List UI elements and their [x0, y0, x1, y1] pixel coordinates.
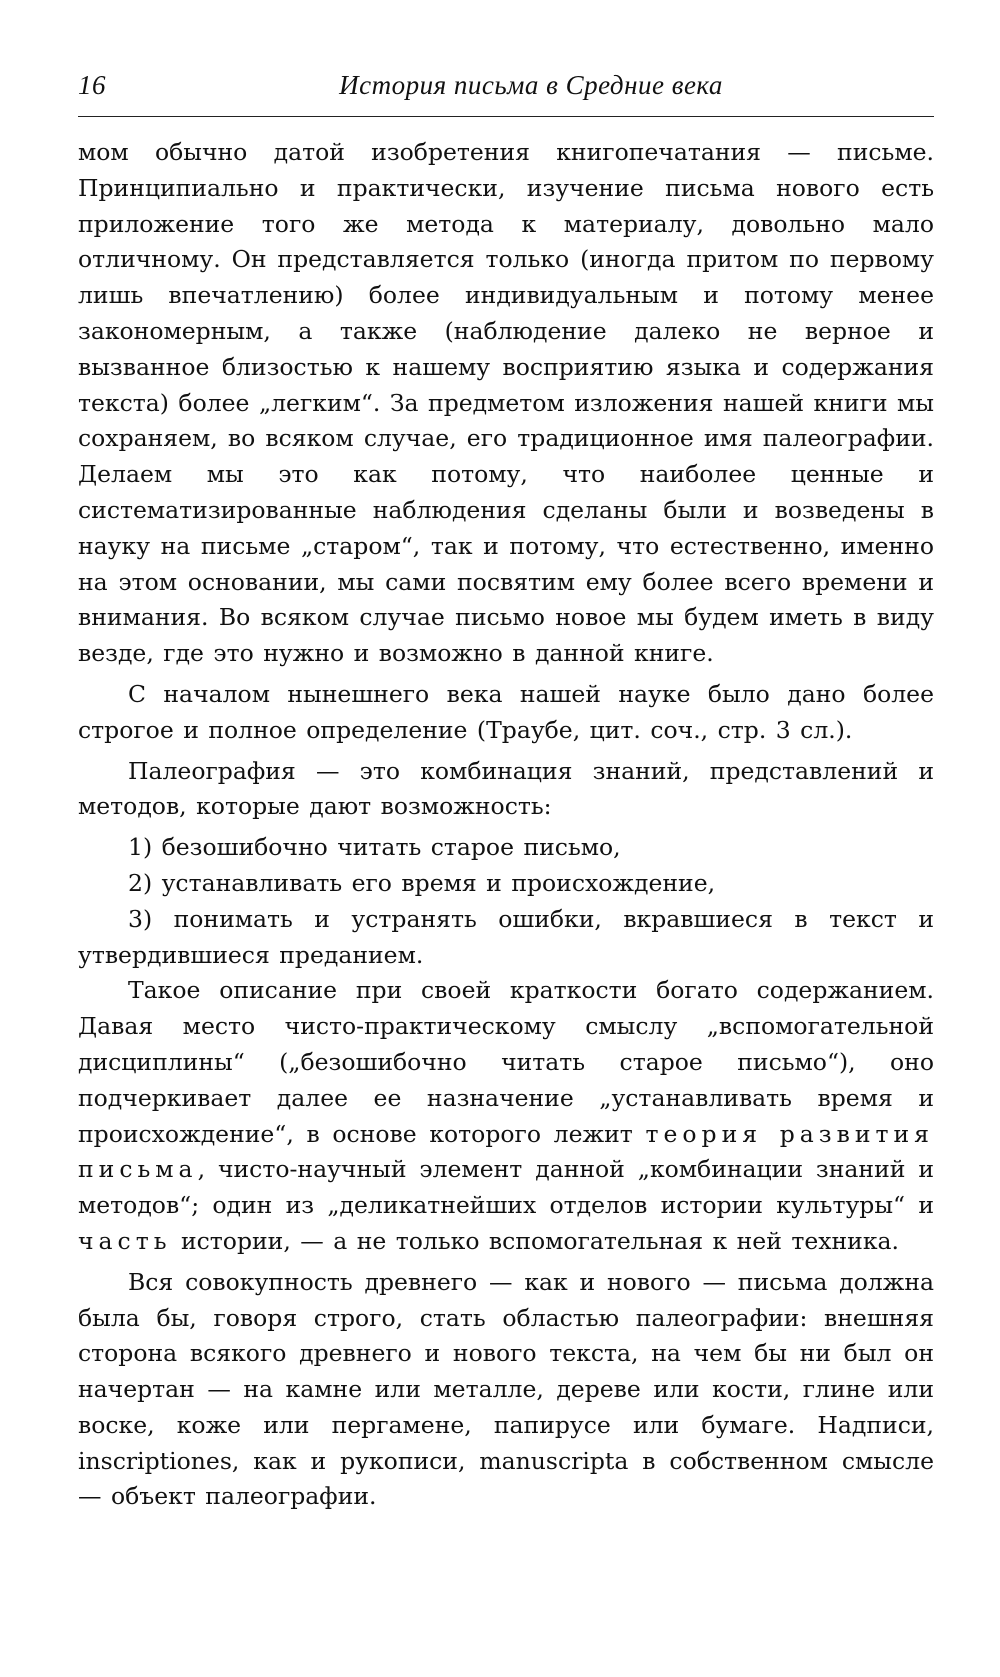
emphasized-text: часть [78, 1226, 172, 1255]
running-header [78, 70, 934, 117]
list-item: 3) понимать и устранять ошибки, вкравшиеся в текст и утвердившиеся преданием. [78, 904, 934, 969]
running-title: История письма в Средние века [339, 70, 723, 100]
paragraph-paleography-definition: Палеография — это комбинация знаний, представлений и методов, которые дают возможность: [78, 756, 934, 821]
paragraph-scope: Вся совокупность древнего — как и нового — письма должна была бы, говоря строго, стать областью палеографии: внешняя сторона всякого древнего и нового текста, на чем бы ни был он начертан — на камне или металле, дереве или кости, глине или воске, коже или пергамене, папирусе или бумаге. Надписи, inscriptiones, как и рукописи, manuscripta в собственном смысле — объект палеографии. [78, 1267, 934, 1511]
paragraph-definition-intro: С началом нынешнего века нашей науке было дано более строгое и полное определение (Траубе, цит. соч., стр. 3 сл.). [78, 679, 934, 744]
page-number: 16 [78, 70, 106, 100]
body-text [78, 135, 934, 1515]
emphasized-text: теория развития письма [78, 1119, 934, 1184]
paragraph-continuation: мом обычно датой изобретения книгопечатания — письме. Принципиально и практически, изучение письма нового есть приложение того же метода к материалу, довольно мало отличному. Он представляется только (иногда притом по первому лишь впечатлению) более индивидуальным и потому менее закономерным, а также (наблюдение далеко не верное и вызванное близостью к нашему восприятию языка и содержания текста) более „легким“. За предметом изложения нашей книги мы сохраняем, во всяком случае, его традиционное имя палеографии. Делаем мы это как потому, что наиболее ценные и систематизированные наблюдения сделаны были и возведены в науку на письме „старом“, так и потому, что естественно, именно на этом основании, мы сами посвятим ему более всего времени и внимания. Во всяком случае письмо новое мы будем иметь в виду везде, где это нужно и возможно в данной книге. [78, 138, 934, 668]
definition-list [78, 830, 934, 973]
text-span: Такое описание при своей краткости богато содержанием. Давая место чисто-практическому смыслу „вспомогательной дисциплины“ („безошибочно читать старое письмо“), оно подчеркивает далее ее назначение „устанавливать время и происхождение“, в основе которого лежит [78, 976, 934, 1148]
paragraph-description-analysis [78, 973, 934, 1259]
list-item: 1) безошибочно читать старое письмо, [128, 833, 621, 862]
text-span: истории, — а не только вспомогательная к ней техника. [171, 1226, 900, 1255]
book-page [78, 70, 934, 1520]
text-span: , чисто-научный элемент данной „комбинации знаний и методов“; один из „деликатнейших отделов истории культуры“ и [78, 1155, 934, 1220]
list-item: 2) устанавливать его время и происхождение, [128, 868, 716, 897]
